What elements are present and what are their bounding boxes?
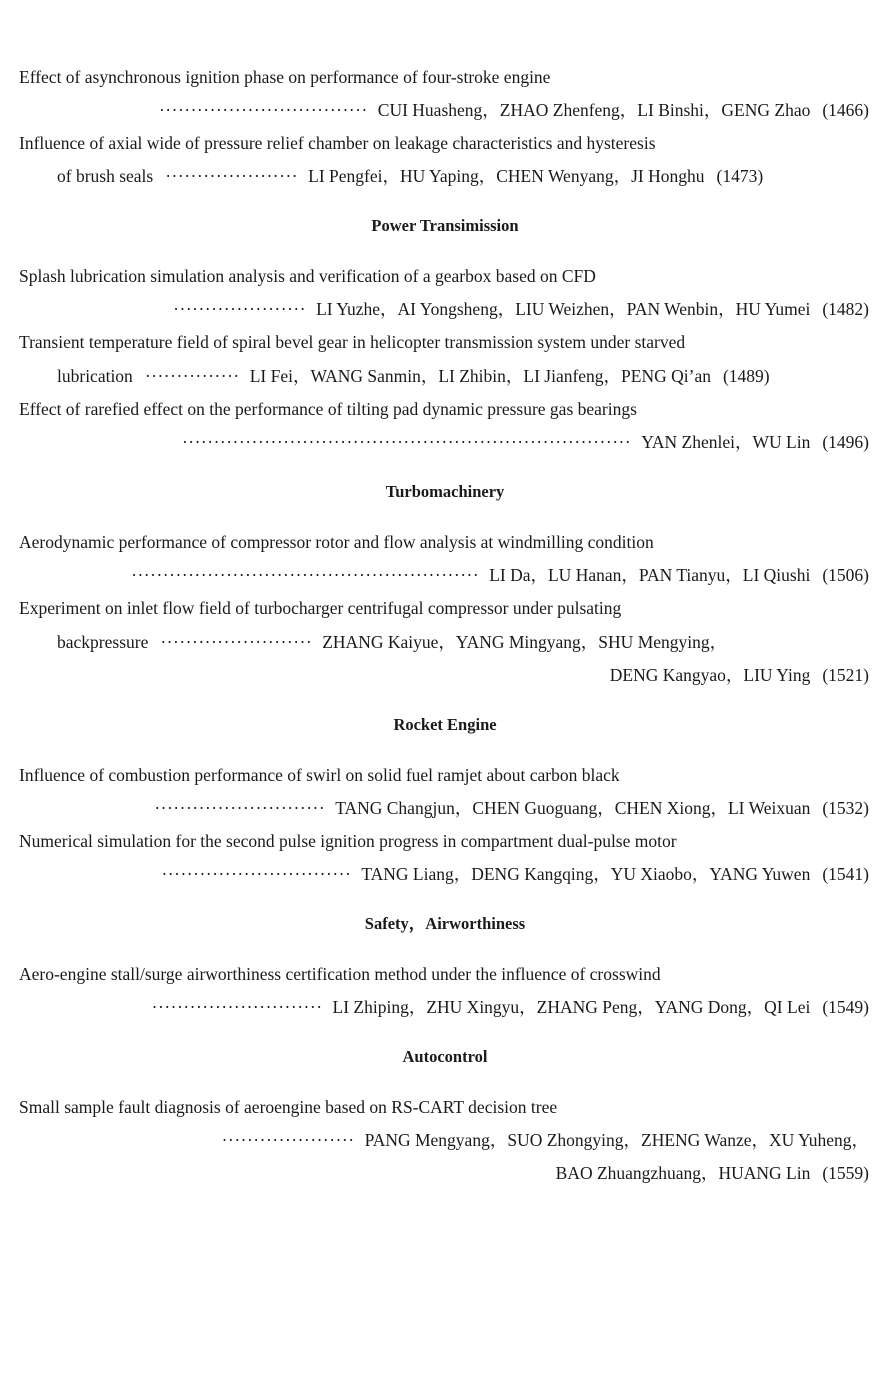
leader-dots: ·································	[158, 100, 368, 120]
article-authors-line	[222, 1129, 869, 1151]
article-authors-line	[161, 863, 869, 885]
page-number: (1482)	[822, 299, 869, 319]
article-title: Splash lubrication simulation analysis and verification of a gearbox based on CFD	[19, 266, 596, 286]
article-authors: LI Zhiping，ZHU Xingyu，ZHANG Peng，YANG Dong，QI Lei	[332, 997, 811, 1017]
article-authors-line	[57, 365, 770, 387]
page-number: (1549)	[822, 997, 869, 1017]
leader-dots: ·······································································	[181, 432, 632, 452]
article-authors: LI Fei，WANG Sanmin，LI Zhibin，LI Jianfeng，PENG Qi’an	[249, 366, 711, 386]
article-authors-line	[152, 996, 869, 1018]
article-authors-line	[57, 165, 763, 187]
article-authors: CUI Huasheng，ZHAO Zhenfeng，LI Binshi，GENG Zhao	[377, 100, 811, 120]
article-authors-line	[182, 431, 869, 453]
page-number: (1466)	[822, 100, 869, 120]
article-authors: TANG Liang，DENG Kangqing，YU Xiaobo，YANG Yuwen	[361, 864, 811, 884]
leader-dots: ·····················	[165, 166, 299, 186]
leader-dots: ···············	[144, 366, 240, 386]
leader-dots: ························	[160, 632, 313, 652]
article-authors: BAO Zhuangzhuang，HUANG Lin	[555, 1163, 811, 1183]
article-title: Small sample fault diagnosis of aeroengine based on RS-CART decision tree	[19, 1097, 558, 1117]
article-title: Transient temperature field of spiral bevel gear in helicopter transmission system under starved	[19, 332, 686, 352]
article-authors-line	[154, 797, 869, 819]
page-number: (1532)	[822, 798, 869, 818]
article-title-continued: backpressure	[57, 632, 149, 652]
article-authors: TANG Changjun，CHEN Guoguang，CHEN Xiong，LI Weixuan	[335, 798, 811, 818]
article-authors-line	[159, 99, 869, 121]
leader-dots: ···························	[154, 798, 326, 818]
article-title-continued: of brush seals	[57, 166, 154, 186]
article-title: Effect of rarefied effect on the performance of tilting pad dynamic pressure gas bearings	[19, 399, 637, 419]
article-authors-line	[173, 298, 869, 320]
article-authors-line-2	[610, 664, 869, 686]
section-heading: Autocontrol	[402, 1047, 488, 1066]
article-authors-line-2	[556, 1162, 869, 1184]
article-title: Numerical simulation for the second pulse ignition progress in compartment dual-pulse motor	[19, 831, 677, 851]
leader-dots: ······························	[161, 864, 352, 884]
article-authors: YAN Zhenlei，WU Lin	[641, 432, 811, 452]
page-number: (1473)	[716, 166, 764, 186]
article-authors: LI Pengfei，HU Yaping，CHEN Wenyang，JI Honghu	[308, 166, 705, 186]
page-number: (1541)	[822, 864, 869, 884]
article-title: Experiment on inlet flow field of turbocharger centrifugal compressor under pulsating	[19, 598, 622, 618]
article-authors: PANG Mengyang，SUO Zhongying，ZHENG Wanze，XU Yuheng，	[364, 1130, 869, 1150]
section-heading: Rocket Engine	[393, 715, 497, 734]
article-authors: LI Yuzhe，AI Yongsheng，LIU Weizhen，PAN Wenbin，HU Yumei	[316, 299, 811, 319]
article-authors: LI Da，LU Hanan，PAN Tianyu，LI Qiushi	[489, 565, 811, 585]
page-number: (1506)	[822, 565, 869, 585]
article-title: Influence of combustion performance of swirl on solid fuel ramjet about carbon black	[19, 765, 620, 785]
article-title: Aero-engine stall/surge airworthiness certification method under the influence of crosswind	[19, 964, 661, 984]
section-heading: Safety，Airworthiness	[364, 914, 526, 933]
page-number: (1521)	[822, 665, 869, 685]
leader-dots: ·····················	[173, 299, 307, 319]
leader-dots: ·······················································	[131, 565, 480, 585]
article-authors-line	[131, 564, 869, 586]
page-number: (1496)	[822, 432, 869, 452]
page-number: (1489)	[722, 366, 770, 386]
leader-dots: ···························	[151, 997, 323, 1017]
section-heading: Power Transimission	[371, 216, 519, 235]
article-authors-line	[57, 631, 727, 653]
article-title: Aerodynamic performance of compressor rotor and flow analysis at windmilling condition	[19, 532, 654, 552]
article-title: Effect of asynchronous ignition phase on performance of four-stroke engine	[19, 67, 551, 87]
page-number: (1559)	[822, 1163, 869, 1183]
article-title-continued: lubrication	[57, 366, 133, 386]
section-heading: Turbomachinery	[385, 482, 505, 501]
article-title: Influence of axial wide of pressure relief chamber on leakage characteristics and hysteresis	[19, 133, 656, 153]
leader-dots: ·····················	[221, 1130, 355, 1150]
article-authors: DENG Kangyao，LIU Ying	[609, 665, 811, 685]
article-authors: ZHANG Kaiyue，YANG Mingyang，SHU Mengying，	[322, 632, 728, 652]
